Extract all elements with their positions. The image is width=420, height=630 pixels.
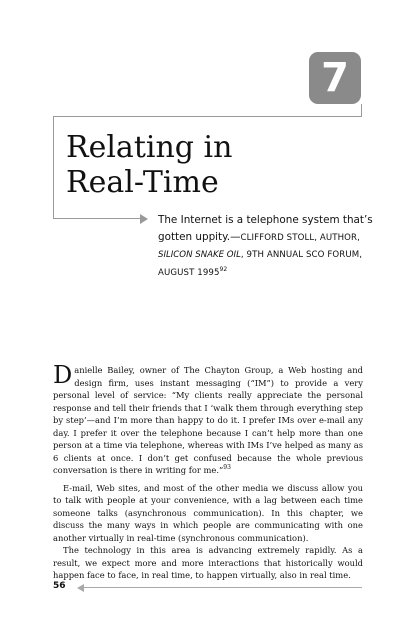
epigraph-event: , 9TH ANNUAL SCO FORUM, bbox=[240, 250, 363, 260]
chapter-number: 7 bbox=[321, 55, 349, 101]
paragraph-1-text: anielle Bailey, owner of The Chayton Group, a Web hosting and design firm, uses instant messaging (“IM”) to provide a very personal level of service: “My clients really appreciate the personal response and tell their friends that I ‘walk them through everything step by step’—and I’m more than happy to do it. I prefer IMs over e-mail any day. I prefer it over the telephone because I can’t help more than one person at a time via telephone, whereas with IMs I’ve helped as many as 6 clients at once. I don’t get confused because the whole previous conversation is there in writing for me.” bbox=[53, 365, 363, 475]
chapter-title bbox=[66, 130, 326, 200]
chapter-frame-bottom-line bbox=[53, 218, 143, 219]
epigraph-quote-end: gotten uppity.— bbox=[158, 230, 241, 243]
epigraph-line-1: The Internet is a telephone system that’s bbox=[158, 214, 373, 226]
chapter-title-line-2: Real-Time bbox=[66, 165, 219, 200]
arrow-left-icon bbox=[77, 584, 84, 592]
footer-rule bbox=[82, 587, 362, 588]
epigraph-line-3 bbox=[158, 246, 363, 264]
paragraph-1 bbox=[53, 361, 363, 477]
chapter-frame-right-line bbox=[361, 104, 362, 117]
epigraph bbox=[158, 212, 373, 281]
epigraph-date: AUGUST 1995 bbox=[158, 267, 220, 278]
chapter-frame-left-line bbox=[53, 116, 54, 219]
chapter-title-line-1: Relating in bbox=[66, 130, 233, 165]
epigraph-book-title: SILICON SNAKE OIL bbox=[158, 250, 241, 260]
chapter-number-badge bbox=[309, 52, 361, 104]
paragraph-1-footnote-ref: 93 bbox=[223, 464, 231, 471]
epigraph-footnote-ref: 92 bbox=[219, 265, 228, 273]
drop-cap: D bbox=[53, 361, 73, 389]
chapter-frame-top-line bbox=[53, 116, 362, 117]
arrow-right-icon bbox=[140, 214, 148, 224]
page-number: 56 bbox=[53, 581, 66, 591]
paragraph-2: E-mail, Web sites, and most of the other media we discuss allow you to talk with people at your convenience, with a lag between each time someone talks (asynchronous communication). In this chapter, we discuss the many ways in which people are communicating with one another virtually in real-time (synchronous communication). bbox=[53, 482, 363, 543]
paragraph-3: The technology in this area is advancing extremely rapidly. As a result, we expect more and more interactions that historically would happen face to face, in real time, to happen virtually, also in real time. bbox=[53, 545, 363, 580]
body-text bbox=[53, 361, 363, 582]
epigraph-line-4 bbox=[158, 264, 358, 282]
epigraph-attribution: CLIFFORD STOLL, AUTHOR, bbox=[240, 232, 360, 243]
epigraph-line-2 bbox=[158, 229, 358, 247]
